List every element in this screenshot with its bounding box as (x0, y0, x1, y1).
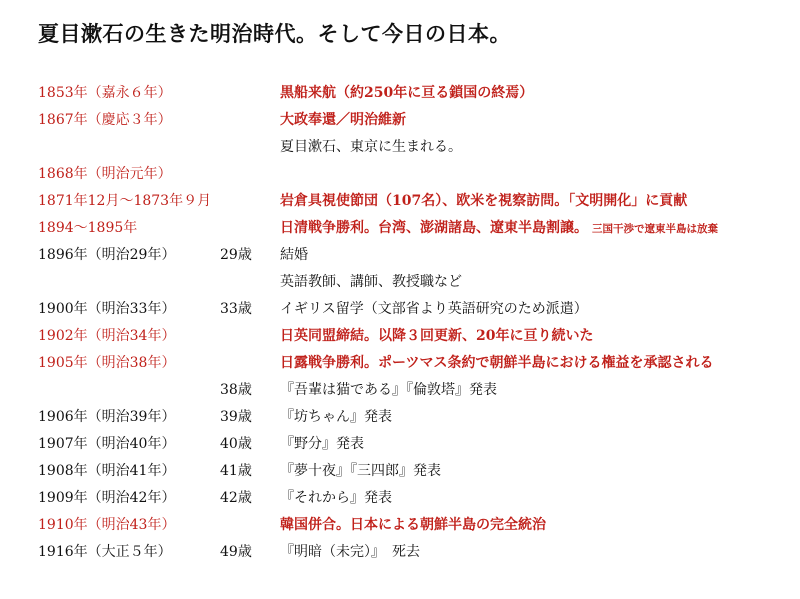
row-date: 1900年（明治33年） (38, 301, 176, 317)
row-event (280, 404, 396, 432)
timeline-row (38, 485, 798, 512)
row-date: 1896年（明治29年） (38, 247, 176, 263)
row-age: 42歳 (220, 490, 252, 506)
row-date: 1907年（明治40年） (38, 436, 176, 452)
row-date: 1905年（明治38年） (38, 355, 176, 371)
row-event (280, 188, 691, 216)
timeline-row (38, 539, 798, 566)
timeline-row (38, 377, 798, 404)
row-event-text: 日露戦争勝利。ポーツマス条約で朝鮮半島における権益を承認される (280, 355, 714, 371)
row-event-text: 英語教師、講師、教授職など (280, 274, 462, 290)
row-age: 29歳 (220, 247, 252, 263)
row-event (280, 458, 445, 486)
row-age: 41歳 (220, 463, 252, 479)
timeline-row (38, 431, 798, 458)
row-event-text: 『それから』発表 (280, 490, 392, 506)
timeline-row (38, 269, 798, 296)
row-event-text: 大政奉還／明治維新 (280, 112, 406, 128)
row-event (280, 485, 396, 513)
row-event (280, 215, 718, 243)
row-event (280, 323, 597, 351)
timeline-row (38, 350, 798, 377)
row-date: 1867年（慶応３年） (38, 112, 172, 128)
timeline-row (38, 215, 798, 242)
row-event-text: 『野分』発表 (280, 436, 364, 452)
row-date: 1906年（明治39年） (38, 409, 176, 425)
row-date: 1902年（明治34年） (38, 328, 176, 344)
row-event (280, 431, 368, 459)
timeline-row (38, 107, 798, 134)
row-event-text: 『坊ちゃん』発表 (280, 409, 392, 425)
row-event (280, 80, 537, 108)
row-date: 1910年（明治43年） (38, 517, 176, 533)
timeline-row (38, 188, 798, 215)
timeline-row (38, 80, 798, 107)
row-age: 40歳 (220, 436, 252, 452)
row-event (280, 377, 501, 405)
row-age: 33歳 (220, 301, 252, 317)
row-event-text: 『夢十夜』『三四郎』発表 (280, 463, 441, 479)
timeline-row (38, 512, 798, 539)
row-date: 1916年（大正５年） (38, 544, 172, 560)
row-event-text: イギリス留学（文部省より英語研究のため派遣） (280, 301, 588, 317)
row-date: 1909年（明治42年） (38, 490, 176, 506)
row-event-text: 韓国併合。日本による朝鮮半島の完全統治 (280, 517, 546, 533)
row-age: 49歳 (220, 544, 252, 560)
row-event (280, 107, 410, 135)
row-age: 38歳 (220, 382, 252, 398)
row-event-text: 結婚 (280, 247, 308, 263)
timeline-row (38, 134, 798, 161)
row-date: 1871年12月〜1873年９月 (38, 193, 212, 209)
row-event-text: 日英同盟締結。以降３回更新、20年に亘り続いた (280, 328, 594, 344)
row-event (280, 134, 466, 162)
timeline-row (38, 242, 798, 269)
timeline-row (38, 296, 798, 323)
timeline-row (38, 458, 798, 485)
timeline-row (38, 404, 798, 431)
row-event (280, 539, 424, 567)
timeline-list (38, 80, 798, 566)
timeline-row (38, 161, 798, 188)
row-date: 1868年（明治元年） (38, 166, 172, 182)
row-age: 39歳 (220, 409, 252, 425)
row-event-text: 『明暗（未完）』 死去 (280, 544, 420, 560)
row-event-text: 『吾輩は猫である』『倫敦塔』発表 (280, 382, 497, 398)
row-event-text: 夏目漱石、東京に生まれる。 (280, 139, 462, 155)
row-note: 三国干渉で遼東半島は放棄 (592, 223, 718, 235)
row-event (280, 269, 466, 297)
row-event (280, 242, 312, 270)
row-date: 1894〜1895年 (38, 220, 138, 236)
row-event (280, 512, 550, 540)
timeline-row (38, 323, 798, 350)
row-event (280, 161, 284, 189)
row-event (280, 350, 717, 378)
row-event-text: 黒船来航（約250年に亘る鎖国の終焉） (280, 85, 534, 101)
row-date: 1908年（明治41年） (38, 463, 176, 479)
row-date: 1853年（嘉永６年） (38, 85, 172, 101)
page-title: 夏目漱石の生きた明治時代。そして今日の日本。 (38, 21, 511, 46)
row-event-text: 日清戦争勝利。台湾、澎湖諸島、遼東半島割譲。 (280, 220, 588, 236)
row-event-text: 岩倉具視使節団（107名）、欧米を視察訪問。「文明開化」に貢献 (280, 193, 688, 209)
row-event (280, 296, 592, 324)
